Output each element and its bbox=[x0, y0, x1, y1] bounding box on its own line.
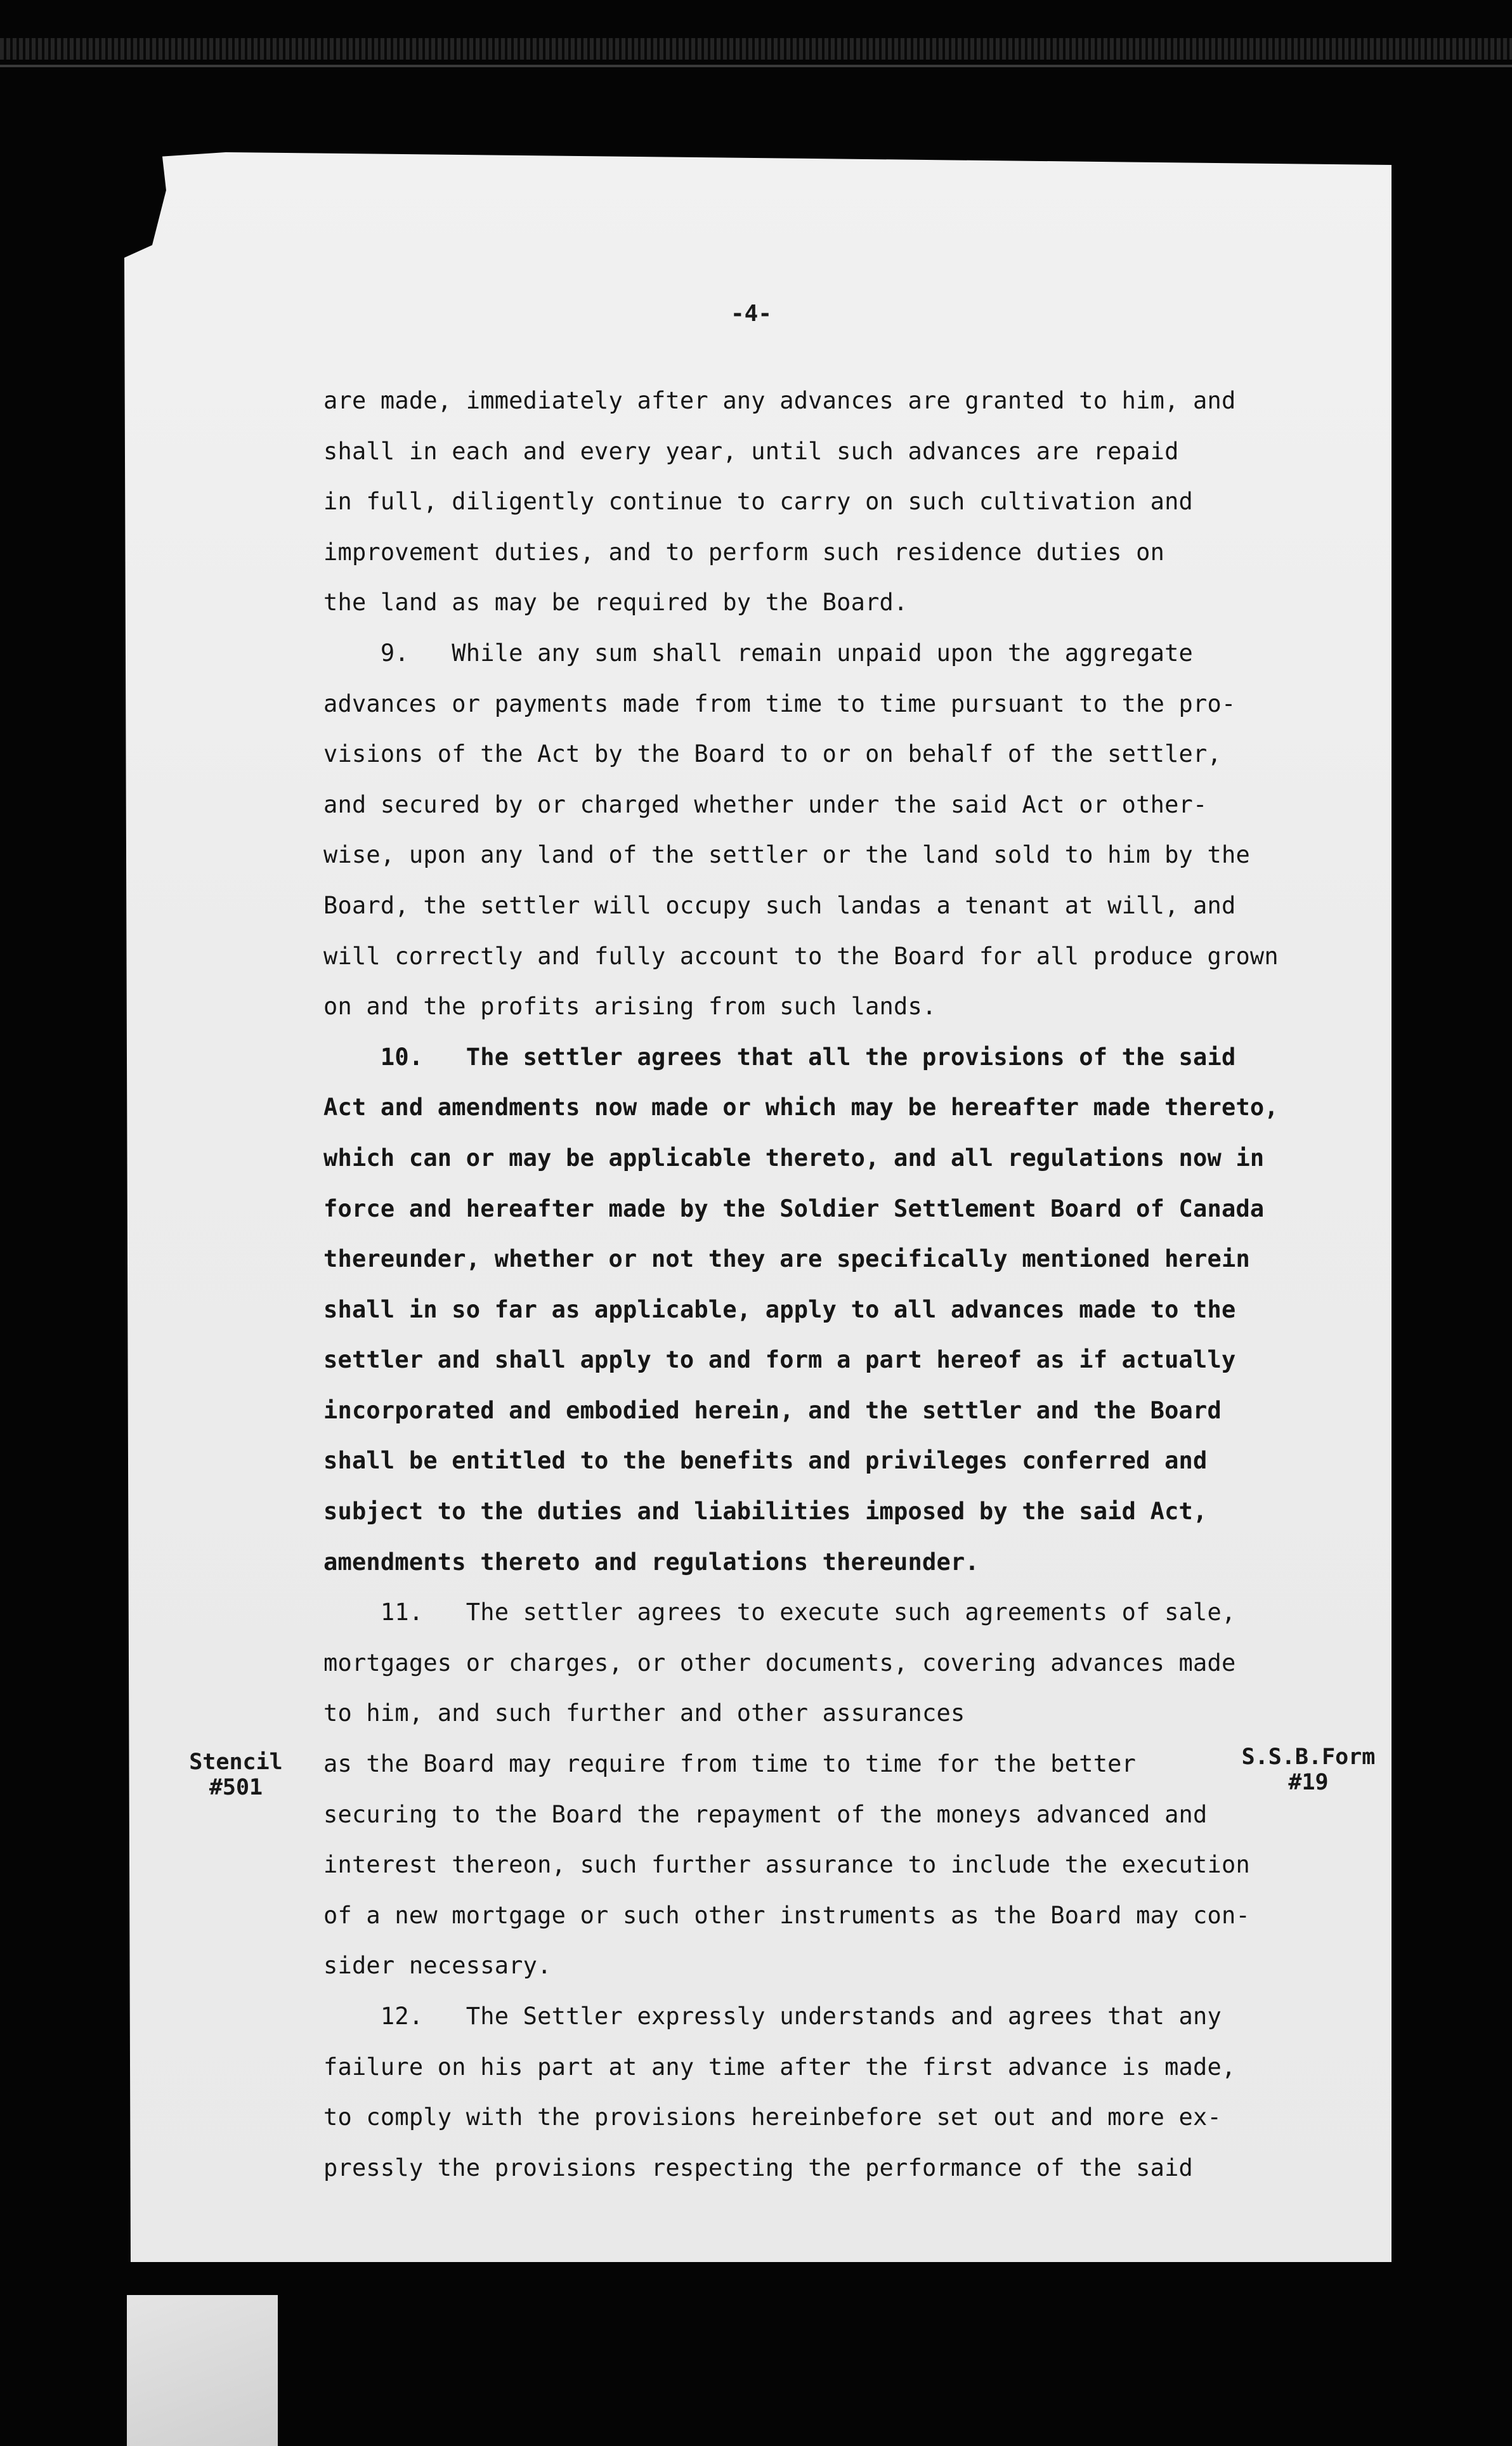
body-text bbox=[323, 376, 1364, 2193]
text-line: settler and shall apply to and form a part hereof as if actually bbox=[323, 1346, 1236, 1374]
text-line: 10. The settler agrees that all the provisions of the said bbox=[323, 1043, 1236, 1071]
text-line: 11. The settler agrees to execute such agreements of sale, bbox=[323, 1599, 1236, 1626]
film-perforation-strip bbox=[0, 38, 1512, 60]
text-line: shall in so far as applicable, apply to all advances made to the bbox=[323, 1295, 1236, 1323]
text-line: of a new mortgage or such other instruments as the Board may con- bbox=[323, 1901, 1250, 1929]
text-line: shall be entitled to the benefits and privileges conferred and bbox=[323, 1447, 1208, 1475]
text-line: mortgages or charges, or other documents, covering advances made bbox=[323, 1649, 1236, 1677]
next-frame-scrap bbox=[127, 2295, 278, 2446]
text-line: thereunder, whether or not they are specifically mentioned herein bbox=[323, 1245, 1250, 1273]
text-line: 9. While any sum shall remain unpaid upon the aggregate bbox=[323, 639, 1194, 667]
text-line: force and hereafter made by the Soldier Settlement Board of Canada bbox=[323, 1194, 1265, 1222]
text-line: on and the profits arising from such lands. bbox=[323, 993, 937, 1021]
text-line: the land as may be required by the Board. bbox=[323, 589, 908, 617]
text-line: which can or may be applicable thereto, and all regulations now in bbox=[323, 1144, 1265, 1172]
text-line: incorporated and embodied herein, and the settler and the Board bbox=[323, 1396, 1222, 1424]
text-line: as the Board may require from time to time for the better bbox=[323, 1750, 1137, 1778]
text-line: are made, immediately after any advances are granted to him, and bbox=[323, 387, 1236, 414]
text-line: to him, and such further and other assurances bbox=[323, 1699, 965, 1727]
text-line: securing to the Board the repayment of the moneys advanced and bbox=[323, 1800, 1208, 1828]
text-line: and secured by or charged whether under the said Act or other- bbox=[323, 790, 1208, 818]
text-line: shall in each and every year, until such advances are repaid bbox=[323, 437, 1179, 465]
margin-note-stencil: Stencil #501 bbox=[189, 1749, 283, 1800]
margin-note-form: S.S.B.Form #19 bbox=[1241, 1744, 1376, 1795]
text-line: visions of the Act by the Board to or on behalf of the settler, bbox=[323, 740, 1222, 768]
film-edge-line bbox=[0, 65, 1512, 67]
text-line: wise, upon any land of the settler or the land sold to him by the bbox=[323, 841, 1250, 869]
text-line: Board, the settler will occupy such landas a tenant at will, and bbox=[323, 891, 1236, 919]
text-line: advances or payments made from time to time pursuant to the pro- bbox=[323, 690, 1236, 717]
text-line: improvement duties, and to perform such residence duties on bbox=[323, 538, 1165, 566]
text-line: in full, diligently continue to carry on such cultivation and bbox=[323, 488, 1194, 516]
text-line: subject to the duties and liabilities imposed by the said Act, bbox=[323, 1498, 1208, 1526]
text-line: amendments thereto and regulations thereunder. bbox=[323, 1548, 979, 1576]
text-line: Act and amendments now made or which may be hereafter made thereto, bbox=[323, 1094, 1279, 1122]
text-line: pressly the provisions respecting the performance of the said bbox=[323, 2154, 1194, 2181]
text-line: sider necessary. bbox=[323, 1952, 552, 1980]
page-number: -4- bbox=[731, 301, 772, 327]
text-line: failure on his part at any time after the first advance is made, bbox=[323, 2053, 1236, 2081]
text-line: interest thereon, such further assurance to include the execution bbox=[323, 1851, 1250, 1879]
text-line: 12. The Settler expressly understands and agrees that any bbox=[323, 2003, 1222, 2030]
text-line: will correctly and fully account to the Board for all produce grown bbox=[323, 942, 1279, 970]
text-line: to comply with the provisions hereinbefore set out and more ex- bbox=[323, 2103, 1222, 2131]
